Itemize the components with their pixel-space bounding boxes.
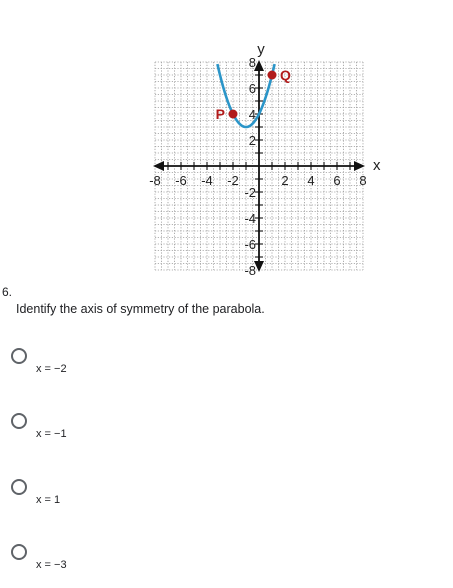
point-p-marker	[229, 110, 238, 119]
radio-button-option-3[interactable]	[11, 479, 27, 495]
option-4[interactable]	[10, 544, 310, 588]
x-tick-label: -6	[175, 173, 187, 188]
option-1-label: x = −2	[36, 363, 67, 375]
y-axis-label: y	[257, 41, 265, 58]
option-2[interactable]	[10, 413, 310, 457]
y-tick-label: -6	[244, 237, 256, 252]
option-3[interactable]	[10, 479, 310, 523]
option-1[interactable]	[10, 348, 310, 392]
x-tick-label: -2	[227, 173, 239, 188]
coordinate-graph	[0, 0, 453, 282]
x-tick-label: 2	[281, 173, 289, 188]
radio-button-option-4[interactable]	[11, 544, 27, 560]
radio-button-option-1[interactable]	[11, 348, 27, 364]
x-tick-label: -8	[149, 173, 161, 188]
question-prompt: Identify the axis of symmetry of the parabola.	[16, 302, 265, 316]
point-q-label: Q	[280, 67, 291, 83]
x-tick-label: -4	[201, 173, 213, 188]
option-3-label: x = 1	[36, 494, 61, 506]
y-tick-label: 6	[248, 81, 256, 96]
y-tick-label: -4	[244, 211, 256, 226]
radio-button-option-2[interactable]	[11, 413, 27, 429]
x-axis-label: x	[373, 157, 381, 174]
point-p-label: P	[215, 106, 225, 122]
point-q-marker	[268, 71, 277, 80]
y-tick-label: 2	[248, 133, 256, 148]
axes	[153, 60, 365, 272]
y-tick-label: -2	[244, 185, 256, 200]
y-tick-label: 8	[248, 55, 256, 70]
question-number: 6.	[2, 285, 13, 299]
y-tick-label: 4	[248, 107, 256, 122]
x-tick-label: 8	[359, 173, 367, 188]
option-2-label: x = −1	[36, 428, 67, 440]
x-tick-label: 4	[307, 173, 315, 188]
option-4-label: x = −3	[36, 559, 67, 571]
x-tick-label: 6	[333, 173, 341, 188]
y-tick-label: -8	[244, 263, 256, 278]
